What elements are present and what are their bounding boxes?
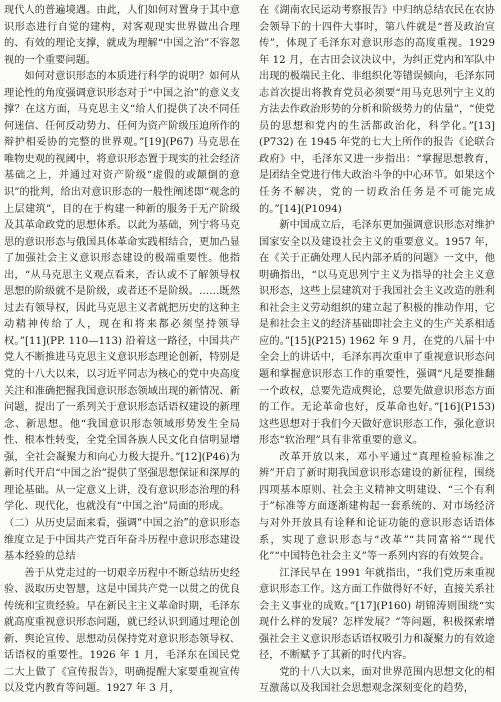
right-column xyxy=(259,3,495,699)
section-subheading: （二）从历史层面来看，强调“中国之治”的意识形态维度立足于中国共产党百年奋斗历程中意识形态建设基本经验的总结 xyxy=(4,517,240,563)
paragraph: 如何对意识形态的本质进行科学的说明？如何从理论性的角度强调意识形态对于“中国之治”的意义支撑？在这方面，马克思主义“给人们提供了决不同任何迷信、任何反动势力、任何为资产阶级压迫所作的辩护相妥协的完整的世界观。”[19](P67) 马克思在唯物史观的视阈中，将意识形态置于现实的社会经济基础之上，并通过对资产阶级“虚假的或颠倒的意识”的批判，给出对意识形态的一般性阐述即“观念的上层建筑”，目的在于构建一种新的服务于无产阶级及其革命政党的思想体系。以此为基础，列宁将马克思的意识形态与俄国具体革命实践相结合，更加凸显了加强社会主义意识形态建设的极端重要性。他指出，“从马克思主义观点看来，否认或不了解领导权思想的阶级就不是阶级，或者还不是阶级。……既然过去有领导权，因此马克思主义者就把历史的这种主动精神传给了人，现在和将来都必须坚持领导权。”[11](PP. 110—113) 沿着这一路径，中国共产党人不断推进马克思主义意识形态理论创新，特别是党的十八大以来，以习近平同志为核心的党中央高度关注和准确把握我国意识形态领域出现的新情况、新问题，提出了一系列关于意识形态话语权建设的新理念、新思想。他“我国意识形态领域形势发生全局性、根本性转变，全党全国各族人民文化自信明显增强，全社会凝聚力和向心力极大提升。”[12](P46)为新时代开启“中国之治”提供了坚强思想保证和深厚的理论基础。从一定意义上讲，没有意识形态治理的科学化、现代化，也就没有“中国之治”局面的形成。 xyxy=(4,71,240,513)
paragraph: 党的十八大以来，面对世界范围内思想文化的相互激荡以及我国社会思想观念深刻变化的趋势， xyxy=(259,666,495,695)
paragraph: 新中国成立后，毛泽东更加强调意识形态对维护国家安全以及建设社会主义的重要意义。1957 年，在《关于正确处理人民内部矛盾的问题》一文中，他明确指出，“以马克思列宁主义为指导的社会主义意识形态，这些上层建筑对于我国社会主义改造的胜利和社会主义劳动组织的建立起了积极的推动作用，它是和社会主义的经济基础即社会主义的生产关系相适应的。”[15](P215) 1962 年 9 月，在党的八届十中全会上的讲话中，毛泽东再次重申了重视意识形态问题和掌握意识形态工作的重要性，强调“凡是要推翻一个政权，总要先造成舆论，总要先做意识形态方面的工作。无论革命也好，反革命也好。”[16](P153) 这些思想对于我们今天做好意识形态工作，强化意识形态“软治理”具有非常重要的意义。 xyxy=(259,220,495,447)
left-column xyxy=(4,3,240,699)
paragraph: 现代人的普遍境遇。由此，人们如何对置身于其中意识形态进行自觉的建构，对客观现实世界做出合理的、有效的理论支撑，就成为理解“中国之治”不容忽视的一个重要问题。 xyxy=(4,5,240,66)
paragraph: 善于从党走过的一切艰辛历程中不断总结历史经验、汲取历史智慧，这是中国共产党一以贯之的优良传统和宝贵经验。早在新民主主义革命时期，毛泽东就高度重视意识形态问题，就已经认识到通过理论创新、舆论宣传、思想动员保持党对意识形态领导权、话语权的重要性。1926 年 1 月，毛泽东在国民党二大上做了《宣传报告》，明确提醒大家要重视宣传以及党内教育等问题。1927 年 3 月， xyxy=(4,567,240,695)
paragraph: 在《湖南农民运动考察报告》中归纳总结农民在农协会领导下的十四件大事时，第八件就是“普及政治宣传”，体现了毛泽东对意识形态的高度重视。1929 年 12 月，在古田会议决议中，为纠正党内和军队中出现的极端民主化、非组织化等错误倾向，毛泽东同志首次提出将教育党员必须要“用马克思列宁主义的方法去作政治形势的分析和阶级势力的估量”，“使党员的思想和党内的生活都政治化，科学化。”[13](P732) 在 1945 年党的七大上所作的报告《论联合政府》中，毛泽东又进一步指出：“掌握思想教育，是团结全党进行伟大政治斗争的中心环节。如果这个任务不解决，党的一切政治任务是不可能完成的。”[14](P1094) xyxy=(259,5,495,215)
paragraph: 江泽民早在 1991 年就指出，“我们党历来重视意识形态工作。这方面工作做得好不好，直接关系社会主义事业的成败。”[17](P160) 胡锦涛则围绕“实现什么样的发展？怎样发展？”等问题，积极探索增强社会主义意识形态话语权吸引力和凝聚力的有效途径，不断赋予了其新的时代内容。 xyxy=(259,567,495,662)
paragraph: 改革开放以来，邓小平通过“真理检验标准之辨”开启了新时期我国意识形态建设的新征程，围绕四项基本原则、社会主义精神文明建设、“三个有利于”标准等方面逐渐建构起一套系统的、对市场经济与对外开放具有诠释和论证功能的意识形态话语体系，实现了意识形态与“改革”“共同富裕”“现代化”“中国特色社会主义”等一系列内容的有效契合。 xyxy=(259,451,495,563)
